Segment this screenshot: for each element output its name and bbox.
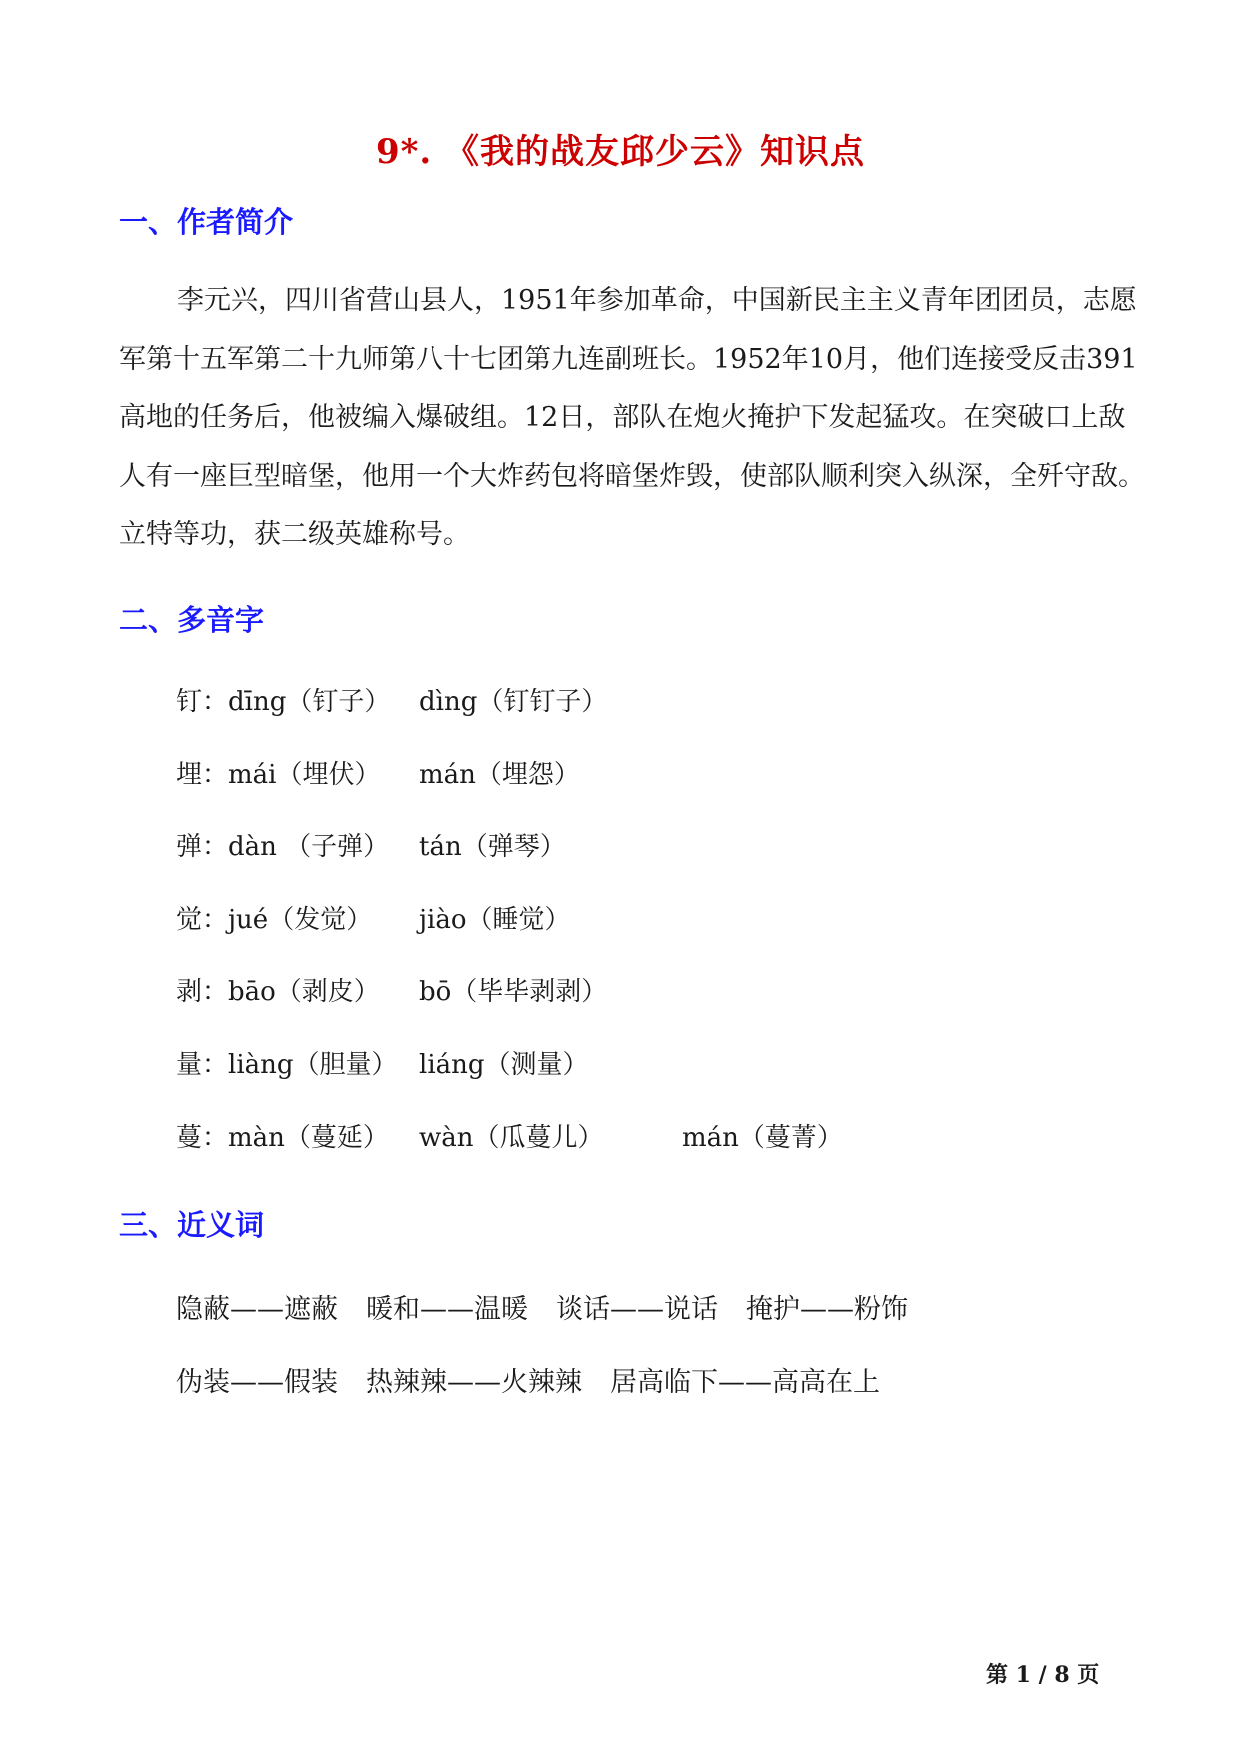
polyphone-reading-2: tán（弹琴） — [419, 832, 566, 862]
polyphone-reading-1: bāo（剥皮） — [228, 977, 380, 1007]
polyphone-char: 剥： — [176, 977, 229, 1007]
synonym-pair: 暖和——温暖 — [366, 1294, 528, 1325]
polyphone-reading-2: jiào（睡觉） — [419, 905, 571, 935]
polyphone-char: 钉： — [176, 687, 229, 717]
polyphone-reading-2: mán（埋怨） — [419, 760, 580, 790]
polyphone-reading-1: jué（发觉） — [228, 905, 373, 935]
polyphone-reading-2: dìng（钉钉子） — [419, 687, 608, 717]
synonym-pair: 居高临下——高高在上 — [610, 1367, 880, 1398]
synonym-pair: 热辣辣——火辣辣 — [366, 1367, 582, 1398]
synonym-pair: 隐蔽——遮蔽 — [176, 1294, 338, 1325]
polyphone-reading-1: liàng（胆量） — [228, 1050, 398, 1080]
polyphone-char: 量： — [176, 1050, 229, 1080]
page-number: 第 1 / 8 页 — [986, 1662, 1100, 1688]
polyphone-reading-1: màn（蔓延） — [228, 1123, 389, 1153]
synonym-pair: 谈话——说话 — [556, 1294, 718, 1325]
document-title: 9*. 《我的战友邱少云》知识点 — [375, 132, 866, 172]
polyphone-reading-3: mán（蔓菁） — [682, 1123, 843, 1153]
polyphone-char: 弹： — [176, 832, 229, 862]
polyphone-reading-1: mái（埋伏） — [228, 760, 381, 790]
section-heading-polyphones: 二、多音字 — [119, 603, 265, 637]
polyphone-reading-1: dīng（钉子） — [228, 687, 391, 717]
polyphone-reading-2: liáng（测量） — [419, 1050, 589, 1080]
author-paragraph-text: 李元兴，四川省营山县人，1951年参加革命，中国新民主主义青年团团员，志愿军第十五军第二十九师第八十七团第九连副班长。1952年10月，他们连接受反击391高地的任务后，他被编入爆破组。12日，部队在炮火掩护下发起猛攻。在突破口上敌人有一座巨型暗堡，他用一个大炸药包将暗堡炸毁，使部队顺利突入纵深，全歼守敌。立特等功，获二级英雄称号。 — [119, 285, 1145, 550]
author-paragraph — [119, 272, 1149, 565]
synonym-pair: 掩护——粉饰 — [746, 1294, 908, 1325]
polyphone-reading-2: wàn（瓜蔓儿） — [419, 1123, 604, 1153]
polyphone-char: 蔓： — [176, 1123, 229, 1153]
polyphone-reading-2: bō（毕毕剥剥） — [419, 977, 608, 1007]
polyphone-char: 觉： — [176, 905, 229, 935]
synonym-line — [176, 1360, 908, 1399]
synonym-line — [176, 1287, 936, 1326]
section-heading-author: 一、作者简介 — [119, 205, 294, 239]
section-heading-synonyms: 三、近义词 — [119, 1208, 265, 1242]
synonym-pair: 伪装——假装 — [176, 1367, 338, 1398]
polyphone-reading-1: dàn （子弹） — [228, 832, 390, 862]
polyphone-char: 埋： — [176, 760, 229, 790]
